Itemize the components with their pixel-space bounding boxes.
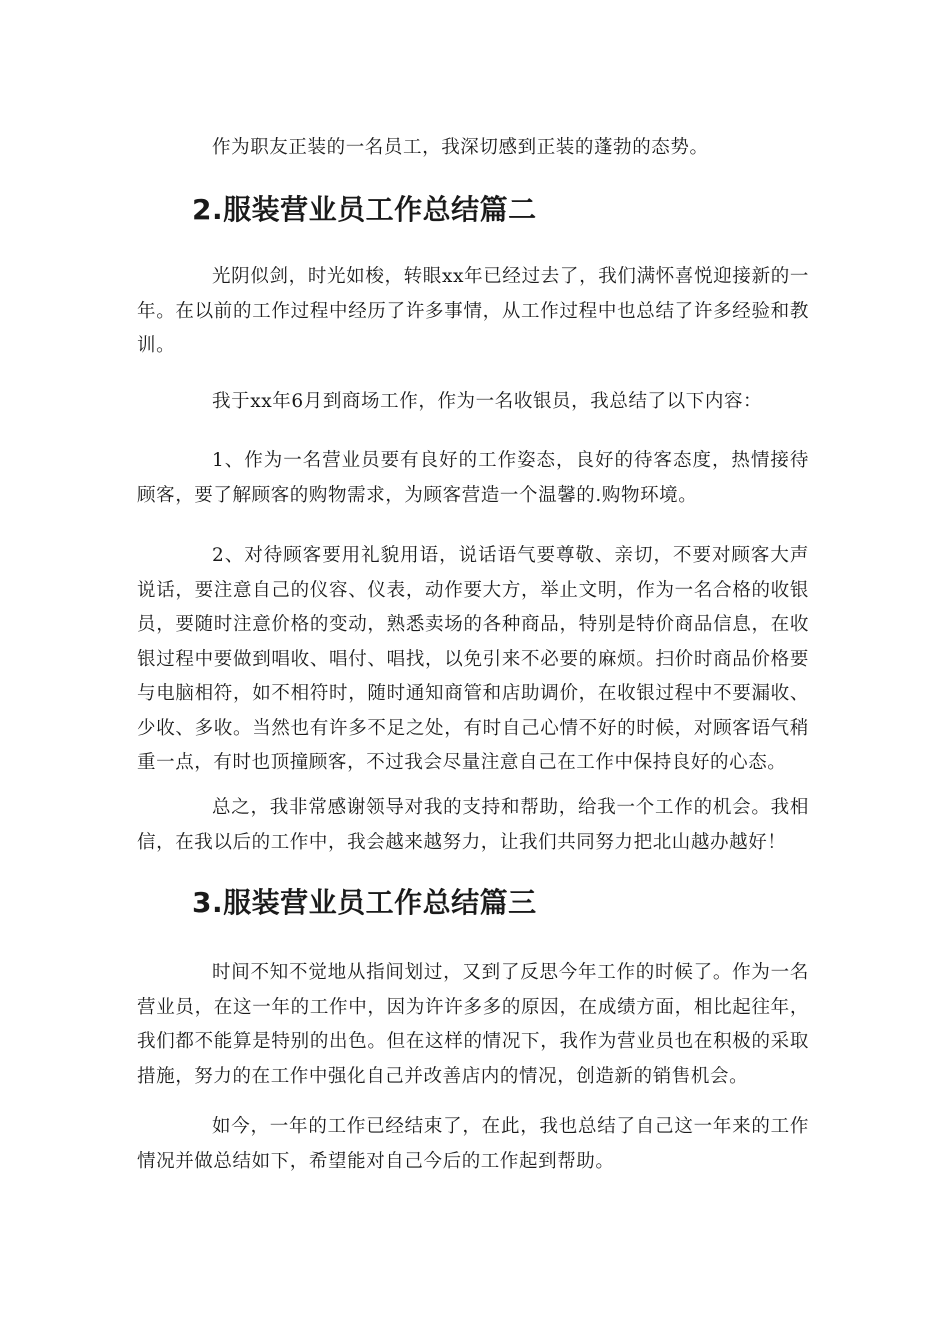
paragraph-2-4: 2、对待顾客要用礼貌用语，说话语气要尊敬、亲切，不要对顾客大声说话，要注意自己的仪容、仪表，动作要大方，举止文明，作为一名合格的收银员，要随时注意价格的变动，熟悉卖场的各种商品，特别是特价商品信息，在收银过程中要做到唱收、唱付、唱找，以免引来不必要的麻烦。扫价时商品价格要与电脑相符，如不相符时，随时通知商管和店助调价，在收银过程中不要漏收、少收、多收。当然也有许多不足之处，有时自己心情不好的时候，对顾客语气稍重一点，有时也顶撞顾客，不过我会尽量注意自己在工作中保持良好的心态。: [137, 545, 809, 773]
paragraph-3-1: 时间不知不觉地从指间划过，又到了反思今年工作的时候了。作为一名营业员，在这一年的工作中，因为许许多多的原因，在成绩方面，相比起往年，我们都不能算是特别的出色。但在这样的情况下，我作为营业员也在积极的采取措施，努力的在工作中强化自己并改善店内的情况，创造新的销售机会。: [137, 962, 809, 1087]
paragraph-2-3: 1、作为一名营业员要有良好的工作姿态，良好的待客态度，热情接待顾客，要了解顾客的购物需求，为顾客营造一个温馨的.购物环境。: [137, 450, 809, 506]
paragraph-2-5: 总之，我非常感谢领导对我的支持和帮助，给我一个工作的机会。我相信，在我以后的工作中，我会越来越努力，让我们共同努力把北山越办越好！: [137, 797, 809, 853]
section-heading-3: 3.服装营业员工作总结篇三: [192, 886, 537, 919]
paragraph-2-2: 我于xx年6月到商场工作，作为一名收银员，我总结了以下内容：: [212, 391, 763, 412]
paragraph-3-2: 如今，一年的工作已经结束了，在此，我也总结了自己这一年来的工作情况并做总结如下，希望能对自己今后的工作起到帮助。: [137, 1116, 809, 1172]
paragraph-2-1: 光阴似剑，时光如梭，转眼xx年已经过去了，我们满怀喜悦迎接新的一年。在以前的工作过程中经历了许多事情，从工作过程中也总结了许多经验和教训。: [137, 266, 809, 356]
paragraph-intro: 作为职友正装的一名员工，我深切感到正装的蓬勃的态势。: [212, 137, 709, 158]
section-heading-2: 2.服装营业员工作总结篇二: [192, 193, 537, 226]
